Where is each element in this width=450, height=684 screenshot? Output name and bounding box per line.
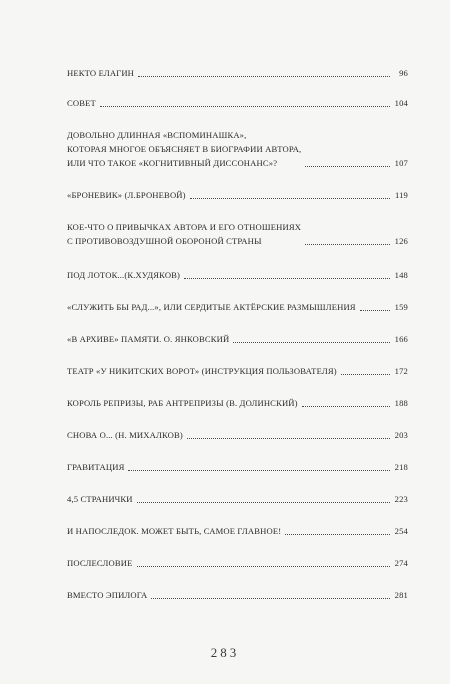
toc-entry-title-line: ВМЕСТО ЭПИЛОГА [67, 590, 148, 600]
dot-leader [302, 406, 390, 407]
toc-entry-title-line: 4,5 СТРАНИЧКИ [67, 494, 133, 504]
dot-leader [285, 534, 390, 535]
toc-entry-title [67, 300, 356, 314]
toc-entry-title-line: ГРАВИТАЦИЯ [67, 462, 125, 472]
toc-entry-title-line: НЕКТО ЕЛАГИН [67, 68, 135, 78]
toc-entry-page: 148 [394, 270, 408, 280]
toc-entry-page: 254 [394, 526, 408, 536]
toc-entry-page: 274 [394, 558, 408, 568]
toc-entry [67, 556, 408, 570]
dot-leader [138, 76, 390, 77]
toc-entry [67, 268, 408, 282]
toc-entry-page: 159 [394, 302, 408, 312]
toc-entry-title-line: И НАПОСЛЕДОК. МОЖЕТ БЫТЬ, САМОЕ ГЛАВНОЕ! [67, 526, 282, 536]
toc-entry-title-line: ПОСЛЕСЛОВИЕ [67, 558, 133, 568]
toc-entry-title [67, 268, 180, 282]
toc-entry [67, 428, 408, 442]
toc-entry [67, 66, 408, 80]
toc-entry [67, 460, 408, 474]
toc-entry-title-line: С ПРОТИВОВОЗДУШНОЙ ОБОРОНОЙ СТРАНЫ [67, 236, 262, 246]
toc-entry-title [67, 66, 134, 80]
toc-entry-title-line: КОРОЛЬ РЕПРИЗЫ, РАБ АНТРЕПРИЗЫ (В. ДОЛИНСКИЙ) [67, 398, 298, 408]
dot-leader [305, 244, 390, 245]
dot-leader [151, 598, 390, 599]
toc-entry-title [67, 220, 301, 248]
toc-entry [67, 332, 408, 346]
toc-entry-title [67, 492, 133, 506]
toc-entry [67, 96, 408, 110]
dot-leader [137, 502, 390, 503]
toc-entry-title [67, 524, 281, 538]
dot-leader [305, 166, 390, 167]
toc-entry-page: 218 [394, 462, 408, 472]
toc-entry-page: 188 [394, 398, 408, 408]
page-number-footer: 283 [210, 645, 240, 660]
toc-entry-title [67, 556, 133, 570]
toc-entry [67, 396, 408, 410]
toc-entry-title-line: ПОД ЛОТОК...(К.ХУДЯКОВ) [67, 270, 181, 280]
toc-entry-title-line: КОЕ-ЧТО О ПРИВЫЧКАХ АВТОРА И ЕГО ОТНОШЕНИЯХ [67, 222, 302, 232]
dot-leader [187, 438, 390, 439]
toc-entry-title-line: ТЕАТР «У НИКИТСКИХ ВОРОТ» (ИНСТРУКЦИЯ ПОЛЬЗОВАТЕЛЯ) [67, 366, 337, 376]
dot-leader [341, 374, 390, 375]
toc-entry-page: 172 [394, 366, 408, 376]
toc-entry-title [67, 396, 298, 410]
dot-leader [184, 278, 390, 279]
toc-entry-page: 104 [394, 98, 408, 108]
toc-entry-title [67, 364, 337, 378]
toc-entry-title-line: СНОВА О... (Н. МИХАЛКОВ) [67, 430, 183, 440]
toc-entry-page: 223 [394, 494, 408, 504]
toc-entry-page: 119 [394, 190, 408, 200]
dot-leader [233, 342, 390, 343]
toc-entry-title-line: «В АРХИВЕ» ПАМЯТИ. О. ЯНКОВСКИЙ [67, 334, 230, 344]
toc-entry-title [67, 588, 147, 602]
toc-entry-title-line: КОТОРАЯ МНОГОЕ ОБЪЯСНЯЕТ В БИОГРАФИИ АВТОРА, [67, 144, 302, 154]
dot-leader [360, 310, 390, 311]
toc-entry-page: 203 [394, 430, 408, 440]
toc-entry-title-line: «СЛУЖИТЬ БЫ РАД...», ИЛИ СЕРДИТЫЕ АКТЁРСКИЕ РАЗМЫШЛЕНИЯ [67, 302, 356, 312]
toc-entry [67, 188, 408, 202]
toc-entry-title-line: ИЛИ ЧТО ТАКОЕ «КОГНИТИВНЫЙ ДИССОНАНС»? [67, 158, 278, 168]
toc-entry-page: 126 [394, 236, 408, 246]
toc-entry [67, 492, 408, 506]
toc-entry-title [67, 428, 183, 442]
toc-entry-title [67, 96, 96, 110]
toc-entry-title [67, 128, 301, 170]
toc-entry-title-line: ДОВОЛЬНО ДЛИННАЯ «ВСПОМИНАШКА», [67, 130, 247, 140]
toc-entry-title-line: «БРОНЕВИК» (Л.БРОНЕВОЙ) [67, 190, 186, 200]
toc-entry-page: 166 [394, 334, 408, 344]
dot-leader [128, 470, 390, 471]
toc-entry-title [67, 460, 124, 474]
toc-entry [67, 220, 408, 248]
toc-entry-page: 107 [394, 158, 408, 168]
dot-leader [100, 106, 390, 107]
dot-leader [137, 566, 390, 567]
toc-entry [67, 128, 408, 170]
toc-entry [67, 300, 408, 314]
toc-entry-page: 281 [394, 590, 408, 600]
toc-entry [67, 524, 408, 538]
toc-entry-title [67, 332, 229, 346]
toc-entry-title [67, 188, 186, 202]
toc-entry [67, 588, 408, 602]
dot-leader [190, 198, 390, 199]
toc-entry-title-line: СОВЕТ [67, 98, 96, 108]
toc-entry [67, 364, 408, 378]
toc-entry-page: 96 [399, 68, 408, 78]
